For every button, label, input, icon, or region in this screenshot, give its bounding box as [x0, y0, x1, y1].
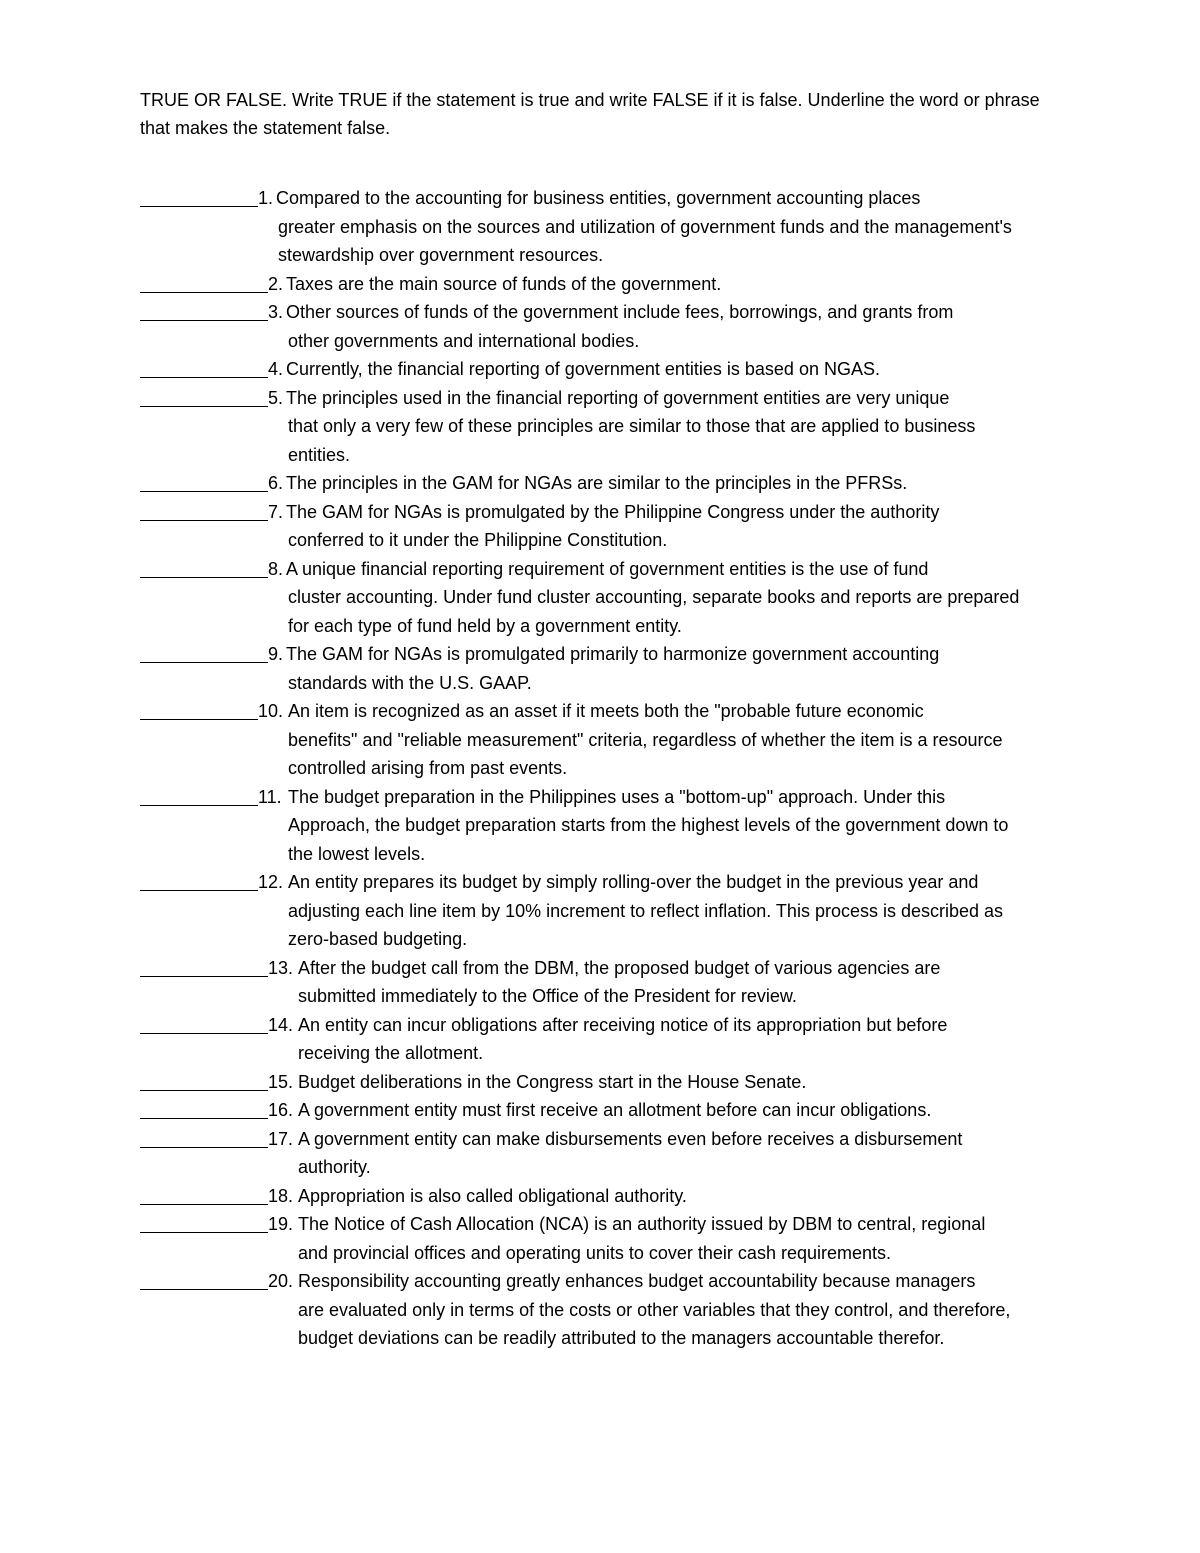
question-number: 11. — [258, 786, 282, 807]
answer-blank[interactable] — [140, 954, 268, 977]
question-text-continuation: standards with the U.S. GAAP. — [288, 672, 532, 693]
question-text-first-line: A government entity can make disbursements even before receives a disbursement — [298, 1128, 963, 1149]
question-number: 1. — [258, 188, 274, 208]
instructions-text: TRUE OR FALSE. Write TRUE if the statement is true and write FALSE if it is false. Underline the word or phrase that makes the statement false. — [140, 90, 1040, 138]
question-text-first-line: The budget preparation in the Philippines uses a "bottom-up" approach. Under this — [288, 786, 946, 807]
question-number: 5. — [268, 387, 284, 408]
question-list — [140, 184, 1080, 1353]
question-item — [140, 1210, 1080, 1267]
question-text-first-line: A unique financial reporting requirement of government entities is the use of fund — [286, 558, 929, 579]
question-item — [140, 697, 1080, 783]
question-item — [140, 1068, 1080, 1097]
question-item — [140, 555, 1080, 641]
answer-blank[interactable] — [140, 1096, 268, 1119]
answer-blank[interactable] — [140, 697, 258, 720]
answer-blank[interactable] — [140, 868, 258, 891]
answer-blank[interactable] — [140, 640, 268, 663]
question-text-continuation: cluster accounting. Under fund cluster accounting, separate books and reports are prepared for each type of fund held by a government entity. — [288, 587, 1020, 636]
question-text-first-line: Currently, the financial reporting of government entities is based on NGAS. — [286, 359, 880, 379]
question-text-first-line: After the budget call from the DBM, the proposed budget of various agencies are — [298, 957, 941, 978]
question-number: 3. — [268, 302, 284, 322]
question-number: 16. — [268, 1100, 294, 1120]
question-text-first-line: Budget deliberations in the Congress start in the House Senate. — [298, 1071, 807, 1092]
question-text-continuation: that only a very few of these principles are similar to those that are applied to business entities. — [288, 416, 976, 465]
question-text-continuation: greater emphasis on the sources and utilization of government funds and the management's stewardship over government resources. — [278, 216, 1012, 265]
question-item — [140, 1011, 1080, 1068]
question-number: 8. — [268, 558, 284, 579]
question-text-first-line: The Notice of Cash Allocation (NCA) is an authority issued by DBM to central, regional — [298, 1214, 986, 1234]
answer-blank[interactable] — [140, 1011, 268, 1034]
question-text-first-line: Compared to the accounting for business entities, government accounting places — [276, 188, 921, 208]
question-number: 10. — [258, 701, 284, 721]
question-item — [140, 1125, 1080, 1182]
question-text — [140, 184, 1080, 270]
question-text-first-line: An entity prepares its budget by simply rolling-over the budget in the previous year and — [288, 872, 979, 892]
question-number: 15. — [268, 1071, 294, 1092]
question-item — [140, 384, 1080, 470]
question-text-first-line: Other sources of funds of the government include fees, borrowings, and grants from — [286, 302, 954, 322]
answer-blank[interactable] — [140, 1125, 268, 1148]
question-text-continuation: benefits" and "reliable measurement" criteria, regardless of whether the item is a resource controlled arising from past events. — [288, 729, 1003, 778]
question-item — [140, 298, 1080, 355]
question-item — [140, 469, 1080, 498]
answer-blank[interactable] — [140, 1210, 268, 1233]
question-text-first-line: An entity can incur obligations after receiving notice of its appropriation but before — [298, 1014, 948, 1035]
question-item — [140, 1096, 1080, 1125]
question-item — [140, 184, 1080, 270]
question-number: 2. — [268, 273, 284, 294]
question-text-continuation: Approach, the budget preparation starts from the highest levels of the government down to the lowest levels. — [288, 815, 1009, 864]
question-number: 18. — [268, 1185, 294, 1206]
answer-blank[interactable] — [140, 783, 258, 806]
question-number: 13. — [268, 957, 294, 978]
answer-blank[interactable] — [140, 270, 268, 293]
answer-blank[interactable] — [140, 1182, 268, 1205]
question-text-continuation: receiving the allotment. — [298, 1043, 484, 1063]
question-text-first-line: Responsibility accounting greatly enhances budget accountability because managers — [298, 1271, 976, 1291]
question-text-first-line: The principles in the GAM for NGAs are similar to the principles in the PFRSs. — [286, 473, 908, 493]
answer-blank[interactable] — [140, 469, 268, 492]
question-item — [140, 498, 1080, 555]
answer-blank[interactable] — [140, 1267, 268, 1290]
answer-blank[interactable] — [140, 384, 268, 407]
question-number: 14. — [268, 1014, 294, 1035]
answer-blank[interactable] — [140, 298, 268, 321]
question-item — [140, 954, 1080, 1011]
question-number: 17. — [268, 1128, 294, 1149]
question-text-continuation: conferred to it under the Philippine Constitution. — [288, 530, 668, 550]
question-text-first-line: Taxes are the main source of funds of the government. — [286, 273, 722, 294]
question-text-first-line: The GAM for NGAs is promulgated by the Philippine Congress under the authority — [286, 501, 940, 522]
answer-blank[interactable] — [140, 355, 268, 378]
question-number: 7. — [268, 501, 284, 522]
answer-blank[interactable] — [140, 1068, 268, 1091]
question-number: 20. — [268, 1271, 294, 1291]
question-text-first-line: An item is recognized as an asset if it meets both the "probable future economic — [288, 701, 924, 721]
question-text-first-line: The GAM for NGAs is promulgated primarily to harmonize government accounting — [286, 644, 940, 664]
question-item — [140, 355, 1080, 384]
question-item — [140, 1182, 1080, 1211]
question-item — [140, 1267, 1080, 1353]
question-number: 12. — [258, 872, 284, 892]
question-number: 19. — [268, 1214, 294, 1234]
question-item — [140, 868, 1080, 954]
question-text-continuation: are evaluated only in terms of the costs or other variables that they control, and therefore, budget deviations can be readily attributed to the managers accountable therefor. — [298, 1299, 1011, 1348]
question-item — [140, 640, 1080, 697]
answer-blank[interactable] — [140, 184, 258, 207]
question-number: 6. — [268, 473, 284, 493]
question-text-continuation: adjusting each line item by 10% increment to reflect inflation. This process is described as zero-based budgeting. — [288, 900, 1004, 949]
answer-blank[interactable] — [140, 498, 268, 521]
question-number: 9. — [268, 644, 284, 664]
question-text-first-line: Appropriation is also called obligational authority. — [298, 1185, 687, 1206]
question-text-first-line: The principles used in the financial reporting of government entities are very unique — [286, 387, 950, 408]
question-number: 4. — [268, 359, 284, 379]
question-text-first-line: A government entity must first receive an allotment before can incur obligations. — [298, 1100, 932, 1120]
question-text-continuation: authority. — [298, 1157, 371, 1177]
question-item — [140, 270, 1080, 299]
question-text-continuation: other governments and international bodies. — [288, 330, 640, 351]
question-text-continuation: submitted immediately to the Office of the President for review. — [298, 986, 797, 1006]
question-item — [140, 783, 1080, 869]
answer-blank[interactable] — [140, 555, 268, 578]
question-text-continuation: and provincial offices and operating units to cover their cash requirements. — [298, 1242, 891, 1263]
